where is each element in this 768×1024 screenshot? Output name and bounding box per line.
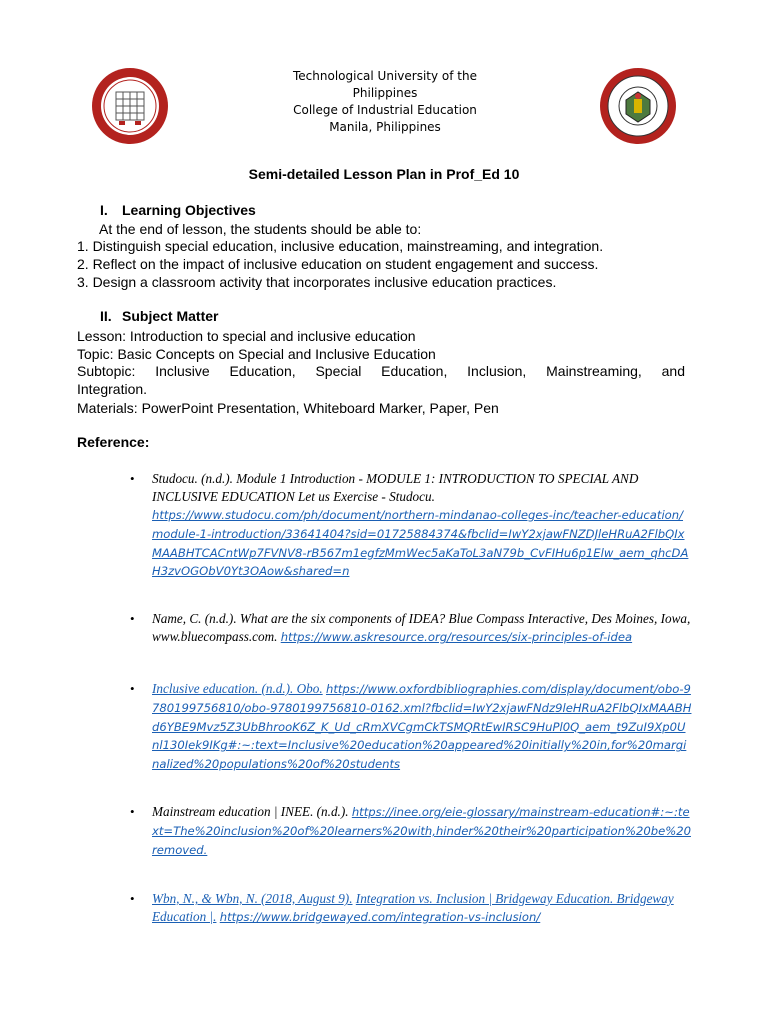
objective-item: 3. Design a classroom activity that incorporates inclusive education practices. [77, 274, 557, 290]
bullet-icon: • [130, 471, 135, 486]
reference-link[interactable]: https://www.bridgewayed.com/integration-vs-inclusion/ [219, 910, 541, 924]
section-title: Subject Matter [122, 308, 219, 324]
reference-text: Studocu. (n.d.). Module 1 Introduction - MODULE 1: INTRODUCTION TO SPECIAL AND INCLUSIVE EDUCATION Let us Exercise - Studocu. [152, 471, 639, 504]
university-seal-left [90, 66, 170, 146]
institution-header [230, 68, 540, 136]
subtopic-line [77, 362, 685, 398]
subtopic-line-2: Integration. [77, 381, 148, 397]
bullet-icon: • [130, 891, 135, 906]
bullet-icon: • [130, 681, 135, 696]
section-subject-matter-heading [100, 308, 218, 324]
header-line-3: College of Industrial Education [293, 103, 477, 117]
topic-line: Topic: Basic Concepts on Special and Inclusive Education [77, 346, 436, 362]
section-learning-objectives-heading [100, 202, 256, 218]
reference-item [130, 803, 692, 859]
objective-item: 1. Distinguish special education, inclusive education, mainstreaming, and integration. [77, 238, 604, 254]
lesson-line: Lesson: Introduction to special and inclusive education [77, 328, 416, 344]
header-line-4: Manila, Philippines [329, 120, 441, 134]
reference-text-2: Integration vs. Inclusion | Bridgeway Education. Bridgeway Education |. [152, 891, 674, 924]
section-title: Learning Objectives [122, 202, 256, 218]
reference-item [130, 890, 692, 927]
header-line-1: Technological University of the [293, 69, 477, 83]
reference-link[interactable]: https://inee.org/eie-glossary/mainstream-education#:~:text=The%20inclusion%20of%20learners%20with,hinder%20their%20participation%20be%20removed. [152, 805, 691, 857]
reference-text: Wbn, N., & Wbn, N. (2018, August 9). [152, 891, 353, 906]
reference-link[interactable]: https://www.oxfordbibliographies.com/display/document/obo-9780199756810/obo-9780199756810-0162.xml?fbclid=IwY2xjawFNdz9leHRuA2FlbQIxMAABHd6YBE9Mvz5Z3UbBhrooK6Z_K_Ud_cRmXVCgmCkTSMQRtEwIRSC9HuPl0Q_aem_t9ZuI9Xp0Unl130Iek9IKg#:~:text=Inclusive%20education%20appeared%20initially%20in,for%20marginalized%20populations%20of%20students [152, 682, 692, 772]
document-title: Semi-detailed Lesson Plan in Prof_Ed 10 [248, 166, 520, 182]
objective-item: 2. Reflect on the impact of inclusive education on student engagement and success. [77, 256, 599, 272]
section-number: II. [100, 308, 112, 324]
reference-item [130, 680, 692, 774]
reference-heading: Reference: [77, 434, 150, 450]
reference-text: Mainstream education | INEE. (n.d.). [152, 804, 349, 819]
bullet-icon: • [130, 804, 135, 819]
reference-link[interactable]: https://www.studocu.com/ph/document/northern-mindanao-colleges-inc/teacher-education/module-1-introduction/33641404?sid=01725884374&fbclid=IwY2xjawFNZDJleHRuA2FlbQIxMAABHTCACntWp7FVNV8-rB567m1egfzMmWec5aKaToL3aN79b_CvFIHu6p1Elw_aem_qhcDAH3zvOGObV0Yt3OAow&shared=n [152, 508, 689, 579]
reference-text: Inclusive education. (n.d.). Obo. [152, 681, 323, 696]
materials-line: Materials: PowerPoint Presentation, Whiteboard Marker, Paper, Pen [77, 400, 499, 416]
reference-item [130, 470, 692, 581]
objectives-intro: At the end of lesson, the students should be able to: [99, 221, 422, 237]
reference-text: Name, C. (n.d.). What are the six components of IDEA? Blue Compass Interactive, Des Moines, Iowa, www.bluecompass.com. [152, 611, 691, 644]
bullet-icon: • [130, 611, 135, 626]
college-seal-right [598, 66, 678, 146]
reference-link[interactable]: https://www.askresource.org/resources/six-principles-of-idea [280, 630, 633, 644]
subtopic-line-1: Subtopic: Inclusive Education, Special Education, Inclusion, Mainstreaming, and [77, 363, 685, 379]
section-number: I. [100, 202, 108, 218]
header-line-2: Philippines [352, 86, 418, 100]
reference-item [130, 610, 692, 647]
